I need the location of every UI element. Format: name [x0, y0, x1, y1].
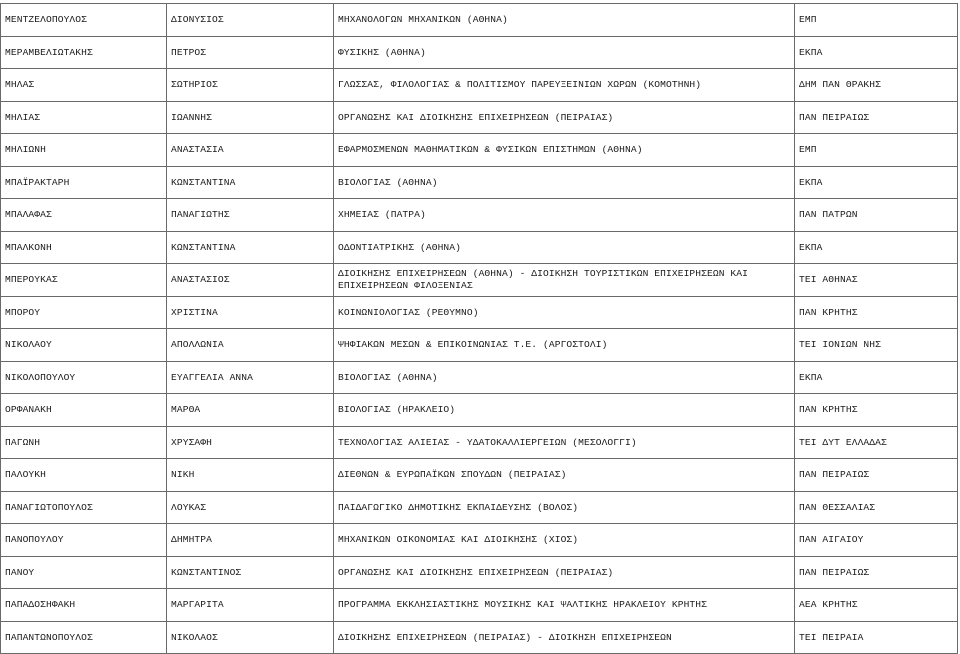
table-row — [1, 621, 958, 654]
first-name-cell: ΛΟΥΚΑΣ — [167, 491, 334, 524]
institution-cell: ΑΕΑ ΚΡΗΤΗΣ — [795, 589, 958, 622]
institution-cell: ΤΕΙ ΠΕΙΡΑΙΑ — [795, 621, 958, 654]
surname-cell: ΜΠΑΛΑΦΑΣ — [1, 199, 167, 232]
surname-cell: ΜΠΑΪΡΑΚΤΑΡΗ — [1, 166, 167, 199]
surname-cell: ΠΑΝΟΥ — [1, 556, 167, 589]
department-cell: ΜΗΧΑΝΟΛΟΓΩΝ ΜΗΧΑΝΙΚΩΝ (ΑΘΗΝΑ) — [334, 4, 795, 37]
first-name-cell: ΔΗΜΗΤΡΑ — [167, 524, 334, 557]
table-row — [1, 426, 958, 459]
first-name-cell: ΧΡΥΣΑΦΗ — [167, 426, 334, 459]
table-row — [1, 4, 958, 37]
table-row — [1, 524, 958, 557]
department-cell: ΒΙΟΛΟΓΙΑΣ (ΑΘΗΝΑ) — [334, 361, 795, 394]
department-cell: ΠΡΟΓΡΑΜΜΑ ΕΚΚΛΗΣΙΑΣΤΙΚΗΣ ΜΟΥΣΙΚΗΣ ΚΑΙ ΨΑΛΤΙΚΗΣ ΗΡΑΚΛΕΙΟΥ ΚΡΗΤΗΣ — [334, 589, 795, 622]
table-row — [1, 134, 958, 167]
department-cell: ΨΗΦΙΑΚΩΝ ΜΕΣΩΝ & ΕΠΙΚΟΙΝΩΝΙΑΣ Τ.Ε. (ΑΡΓΟΣΤΟΛΙ) — [334, 329, 795, 362]
institution-cell: ΠΑΝ ΚΡΗΤΗΣ — [795, 394, 958, 427]
institution-cell: ΔΗΜ ΠΑΝ ΘΡΑΚΗΣ — [795, 69, 958, 102]
first-name-cell: ΝΙΚΟΛΑΟΣ — [167, 621, 334, 654]
table-row — [1, 329, 958, 362]
department-cell: ΚΟΙΝΩΝΙΟΛΟΓΙΑΣ (ΡΕΘΥΜΝΟ) — [334, 296, 795, 329]
first-name-cell: ΔΙΟΝΥΣΙΟΣ — [167, 4, 334, 37]
department-cell: ΓΛΩΣΣΑΣ, ΦΙΛΟΛΟΓΙΑΣ & ΠΟΛΙΤΙΣΜΟΥ ΠΑΡΕΥΞΕΙΝΙΩΝ ΧΩΡΩΝ (ΚΟΜΟΤΗΝΗ) — [334, 69, 795, 102]
surname-cell: ΠΑΓΩΝΗ — [1, 426, 167, 459]
department-cell: ΔΙΟΙΚΗΣΗΣ ΕΠΙΧΕΙΡΗΣΕΩΝ (ΑΘΗΝΑ) - ΔΙΟΙΚΗΣΗ ΤΟΥΡΙΣΤΙΚΩΝ ΕΠΙΧΕΙΡΗΣΕΩΝ ΚΑΙ ΕΠΙΧΕΙΡΗΣΕΩΝ ΦΙΛΟΞΕΝΙΑΣ — [334, 264, 795, 297]
surname-cell: ΝΙΚΟΛΟΠΟΥΛΟΥ — [1, 361, 167, 394]
institution-cell: ΕΚΠΑ — [795, 36, 958, 69]
table-row — [1, 36, 958, 69]
institution-cell: ΠΑΝ ΘΕΣΣΑΛΙΑΣ — [795, 491, 958, 524]
table-row — [1, 101, 958, 134]
department-cell: ΦΥΣΙΚΗΣ (ΑΘΗΝΑ) — [334, 36, 795, 69]
department-cell: ΠΑΙΔΑΓΩΓΙΚΟ ΔΗΜΟΤΙΚΗΣ ΕΚΠΑΙΔΕΥΣΗΣ (ΒΟΛΟΣ) — [334, 491, 795, 524]
table-row — [1, 459, 958, 492]
institution-cell: ΠΑΝ ΠΑΤΡΩΝ — [795, 199, 958, 232]
department-cell: ΕΦΑΡΜΟΣΜΕΝΩΝ ΜΑΘΗΜΑΤΙΚΩΝ & ΦΥΣΙΚΩΝ ΕΠΙΣΤΗΜΩΝ (ΑΘΗΝΑ) — [334, 134, 795, 167]
surname-cell: ΝΙΚΟΛΑΟΥ — [1, 329, 167, 362]
surname-cell: ΠΑΛΟΥΚΗ — [1, 459, 167, 492]
table-row — [1, 69, 958, 102]
surname-cell: ΜΗΛΙΩΝΗ — [1, 134, 167, 167]
institution-cell: ΤΕΙ ΑΘΗΝΑΣ — [795, 264, 958, 297]
surname-cell: ΠΑΠΑΝΤΩΝΟΠΟΥΛΟΣ — [1, 621, 167, 654]
first-name-cell: ΑΝΑΣΤΑΣΙΑ — [167, 134, 334, 167]
first-name-cell: ΙΩΑΝΝΗΣ — [167, 101, 334, 134]
table-row — [1, 166, 958, 199]
department-cell: ΟΔΟΝΤΙΑΤΡΙΚΗΣ (ΑΘΗΝΑ) — [334, 231, 795, 264]
institution-cell: ΕΜΠ — [795, 4, 958, 37]
table-row — [1, 394, 958, 427]
surname-cell: ΜΗΛΑΣ — [1, 69, 167, 102]
institution-cell: ΠΑΝ ΠΕΙΡΑΙΩΣ — [795, 101, 958, 134]
institution-cell: ΕΚΠΑ — [795, 231, 958, 264]
table-row — [1, 296, 958, 329]
first-name-cell: ΑΠΟΛΛΩΝΙΑ — [167, 329, 334, 362]
surname-cell: ΜΗΛΙΑΣ — [1, 101, 167, 134]
department-cell: ΟΡΓΑΝΩΣΗΣ ΚΑΙ ΔΙΟΙΚΗΣΗΣ ΕΠΙΧΕΙΡΗΣΕΩΝ (ΠΕΙΡΑΙΑΣ) — [334, 101, 795, 134]
surname-cell: ΟΡΦΑΝΑΚΗ — [1, 394, 167, 427]
surname-cell: ΜΠΕΡΟΥΚΑΣ — [1, 264, 167, 297]
institution-cell: ΤΕΙ ΙΟΝΙΩΝ ΝΗΣ — [795, 329, 958, 362]
department-cell: ΟΡΓΑΝΩΣΗΣ ΚΑΙ ΔΙΟΙΚΗΣΗΣ ΕΠΙΧΕΙΡΗΣΕΩΝ (ΠΕΙΡΑΙΑΣ) — [334, 556, 795, 589]
first-name-cell: ΠΑΝΑΓΙΩΤΗΣ — [167, 199, 334, 232]
first-name-cell: ΝΙΚΗ — [167, 459, 334, 492]
table-row — [1, 264, 958, 297]
institution-cell: ΠΑΝ ΑΙΓΑΙΟΥ — [795, 524, 958, 557]
surname-cell: ΜΠΑΛΚΟΝΗ — [1, 231, 167, 264]
table-row — [1, 491, 958, 524]
table-row — [1, 556, 958, 589]
results-table — [0, 3, 958, 654]
table-row — [1, 199, 958, 232]
first-name-cell: ΚΩΝΣΤΑΝΤΙΝΑ — [167, 166, 334, 199]
department-cell: ΧΗΜΕΙΑΣ (ΠΑΤΡΑ) — [334, 199, 795, 232]
first-name-cell: ΑΝΑΣΤΑΣΙΟΣ — [167, 264, 334, 297]
surname-cell: ΜΠΟΡΟΥ — [1, 296, 167, 329]
department-cell: ΔΙΟΙΚΗΣΗΣ ΕΠΙΧΕΙΡΗΣΕΩΝ (ΠΕΙΡΑΙΑΣ) - ΔΙΟΙΚΗΣΗ ΕΠΙΧΕΙΡΗΣΕΩΝ — [334, 621, 795, 654]
department-cell: ΤΕΧΝΟΛΟΓΙΑΣ ΑΛΙΕΙΑΣ - ΥΔΑΤΟΚΑΛΛΙΕΡΓΕΙΩΝ (ΜΕΣΟΛΟΓΓΙ) — [334, 426, 795, 459]
table-row — [1, 589, 958, 622]
institution-cell: ΠΑΝ ΚΡΗΤΗΣ — [795, 296, 958, 329]
first-name-cell: ΠΕΤΡΟΣ — [167, 36, 334, 69]
first-name-cell: ΣΩΤΗΡΙΟΣ — [167, 69, 334, 102]
institution-cell: ΕΜΠ — [795, 134, 958, 167]
institution-cell: ΕΚΠΑ — [795, 361, 958, 394]
department-cell: ΒΙΟΛΟΓΙΑΣ (ΑΘΗΝΑ) — [334, 166, 795, 199]
surname-cell: ΜΕΝΤΖΕΛΟΠΟΥΛΟΣ — [1, 4, 167, 37]
table-row — [1, 361, 958, 394]
institution-cell: ΤΕΙ ΔΥΤ ΕΛΛΑΔΑΣ — [795, 426, 958, 459]
institution-cell: ΕΚΠΑ — [795, 166, 958, 199]
surname-cell: ΜΕΡΑΜΒΕΛΙΩΤΑΚΗΣ — [1, 36, 167, 69]
surname-cell: ΠΑΝΟΠΟΥΛΟΥ — [1, 524, 167, 557]
table-row — [1, 231, 958, 264]
first-name-cell: ΧΡΙΣΤΙΝΑ — [167, 296, 334, 329]
department-cell: ΜΗΧΑΝΙΚΩΝ ΟΙΚΟΝΟΜΙΑΣ ΚΑΙ ΔΙΟΙΚΗΣΗΣ (ΧΙΟΣ) — [334, 524, 795, 557]
department-cell: ΔΙΕΘΝΩΝ & ΕΥΡΩΠΑΪΚΩΝ ΣΠΟΥΔΩΝ (ΠΕΙΡΑΙΑΣ) — [334, 459, 795, 492]
surname-cell: ΠΑΝΑΓΙΩΤΟΠΟΥΛΟΣ — [1, 491, 167, 524]
first-name-cell: ΚΩΝΣΤΑΝΤΙΝΑ — [167, 231, 334, 264]
first-name-cell: ΚΩΝΣΤΑΝΤΙΝΟΣ — [167, 556, 334, 589]
institution-cell: ΠΑΝ ΠΕΙΡΑΙΩΣ — [795, 556, 958, 589]
first-name-cell: ΕΥΑΓΓΕΛΙΑ ΑΝΝΑ — [167, 361, 334, 394]
department-cell: ΒΙΟΛΟΓΙΑΣ (ΗΡΑΚΛΕΙΟ) — [334, 394, 795, 427]
surname-cell: ΠΑΠΑΔΟΣΗΦΑΚΗ — [1, 589, 167, 622]
first-name-cell: ΜΑΡΘΑ — [167, 394, 334, 427]
first-name-cell: ΜΑΡΓΑΡΙΤΑ — [167, 589, 334, 622]
institution-cell: ΠΑΝ ΠΕΙΡΑΙΩΣ — [795, 459, 958, 492]
